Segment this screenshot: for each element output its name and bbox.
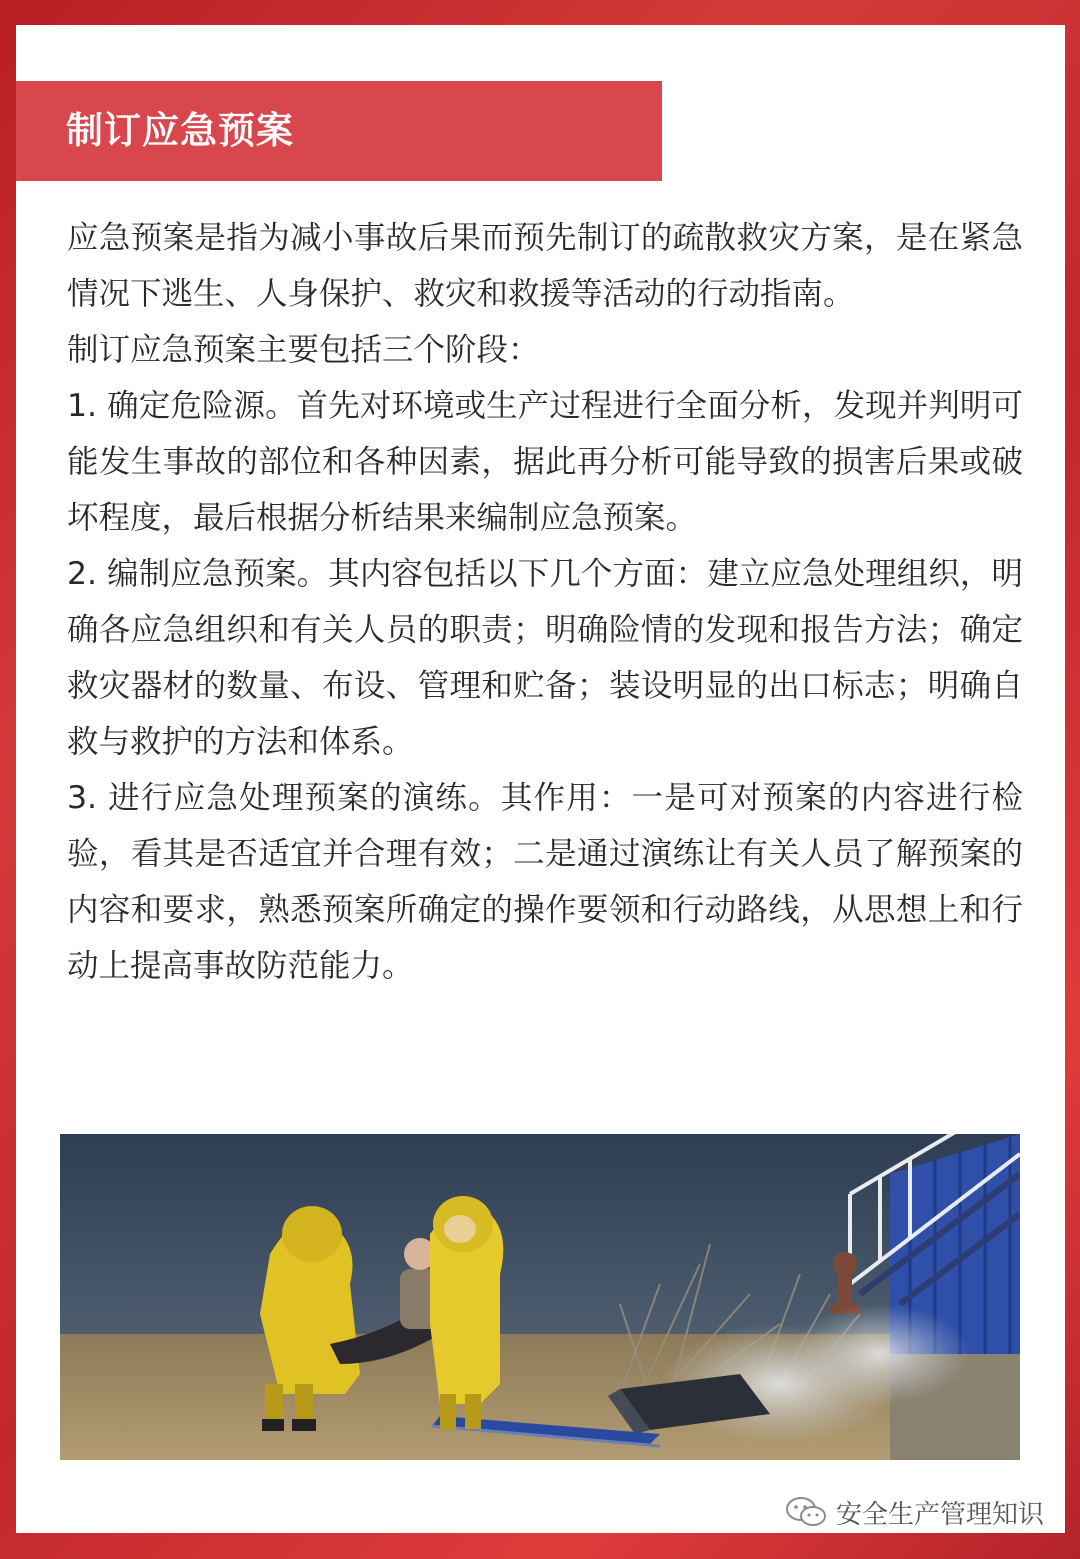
paragraph-stages: 制订应急预案主要包括三个阶段： bbox=[67, 332, 540, 368]
footer-watermark bbox=[784, 1492, 1044, 1532]
emergency-drill-photo bbox=[60, 1134, 1020, 1460]
section-title-bar bbox=[16, 81, 662, 181]
section-title: 制订应急预案 bbox=[66, 109, 294, 152]
paragraph-step-2: 2. 编制应急预案。其内容包括以下几个方面：建立应急处理组织，明确各应急组织和有关人员的职责；明确险情的发现和报告方法；确定救灾器材的数量、布设、管理和贮备；装设明显的出口标志；明确自救与救护的方法和体系。 bbox=[67, 556, 1023, 760]
wechat-icon bbox=[784, 1495, 828, 1529]
paragraph-step-1: 1. 确定危险源。首先对环境或生产过程进行全面分析，发现并判明可能发生事故的部位和各种因素，据此再分析可能导致的损害后果或破坏程度，最后根据分析结果来编制应急预案。 bbox=[67, 388, 1023, 536]
paragraph-intro: 应急预案是指为减小事故后果而预先制订的疏散救灾方案，是在紧急情况下逃生、人身保护、救灾和救援等活动的行动指南。 bbox=[67, 220, 1023, 312]
paragraph-step-3: 3. 进行应急处理预案的演练。其作用：一是可对预案的内容进行检验，看其是否适宜并合理有效；二是通过演练让有关人员了解预案的内容和要求，熟悉预案所确定的操作要领和行动路线，从思想上和行动上提高事故防范能力。 bbox=[67, 780, 1023, 984]
article-body bbox=[67, 210, 1023, 994]
drill-scene-illustration bbox=[60, 1134, 1020, 1460]
footer-text: 安全生产管理知识 bbox=[835, 1499, 1044, 1530]
